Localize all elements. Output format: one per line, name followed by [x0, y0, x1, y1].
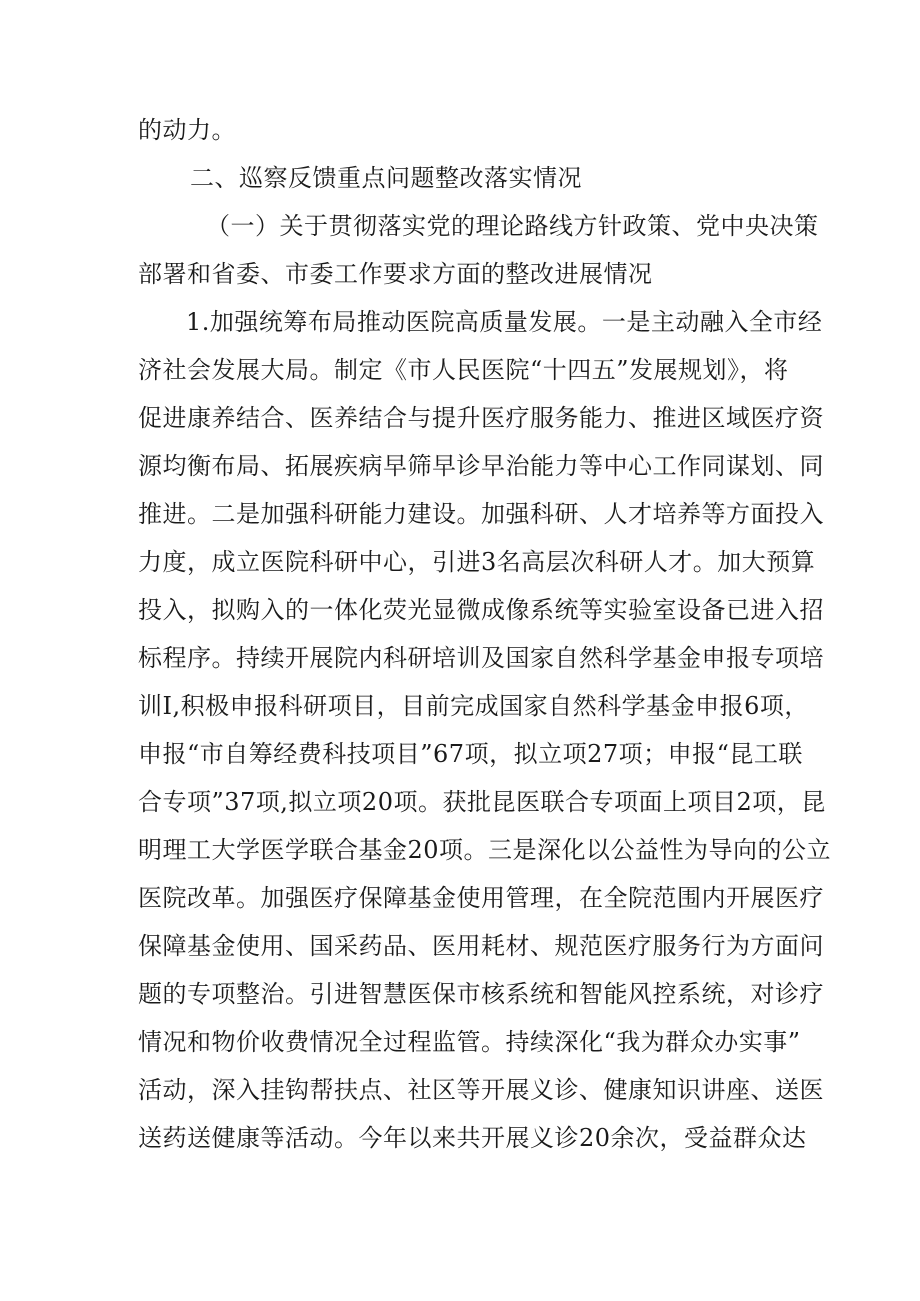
paragraph-line: 促进康养结合、医养结合与提升医疗服务能力、推进区域医疗资 [138, 404, 824, 432]
paragraph-line: 明理工大学医学联合基金20项。三是深化以公益性为导向的公立 [138, 836, 832, 864]
paragraph-line: 申报“市自筹经费科技项目”67项，拟立项27项；申报“昆工联 [138, 740, 803, 768]
paragraph-line: 的动力。 [138, 116, 236, 144]
paragraph-line: 题的专项整治。引进智慧医保市核系统和智能风控系统，对诊疗 [138, 980, 824, 1008]
paragraph-line: 活动，深入挂钩帮扶点、社区等开展义诊、健康知识讲座、送医 [138, 1076, 824, 1104]
paragraph-line: 标程序。持续开展院内科研培训及国家自然科学基金申报专项培 [138, 644, 824, 672]
paragraph-line: 1.加强统筹布局推动医院高质量发展。一是主动融入全市经 [186, 308, 823, 336]
paragraph-line: 送药送健康等活动。今年以来共开展义诊20余次，受益群众达 [138, 1124, 807, 1152]
paragraph-line: 力度，成立医院科研中心，引进3名高层次科研人才。加大预算 [138, 548, 816, 576]
paragraph-line: 训I,积极申报科研项目，目前完成国家自然科学基金申报6项， [138, 692, 809, 720]
paragraph-line: 推进。二是加强科研能力建设。加强科研、人才培养等方面投入 [138, 500, 824, 528]
subsection-heading-cont: 部署和省委、市委工作要求方面的整改进展情况 [138, 260, 653, 288]
subsection-heading: （一）关于贯彻落实党的理论路线方针政策、党中央决策 [206, 212, 819, 240]
paragraph-line: 医院改革。加强医疗保障基金使用管理，在全院范围内开展医疗 [138, 884, 824, 912]
paragraph-line: 合专项”37项,拟立项20项。获批昆医联合专项面上项目2项，昆 [138, 788, 826, 816]
paragraph-line: 源均衡布局、拓展疾病早筛早诊早治能力等中心工作同谋划、同 [138, 452, 824, 480]
paragraph-line: 保障基金使用、国采药品、医用耗材、规范医疗服务行为方面问 [138, 932, 824, 960]
section-heading: 二、巡察反馈重点问题整改落实情况 [190, 164, 582, 192]
paragraph-line: 济社会发展大局。制定《市人民医院“十四五”发展规划》，将 [138, 356, 789, 384]
paragraph-line: 情况和物价收费情况全过程监管。持续深化“我为群众办实事” [138, 1028, 801, 1056]
paragraph-line: 投入，拟购入的一体化荧光显微成像系统等实验室设备已进入招 [138, 596, 824, 624]
